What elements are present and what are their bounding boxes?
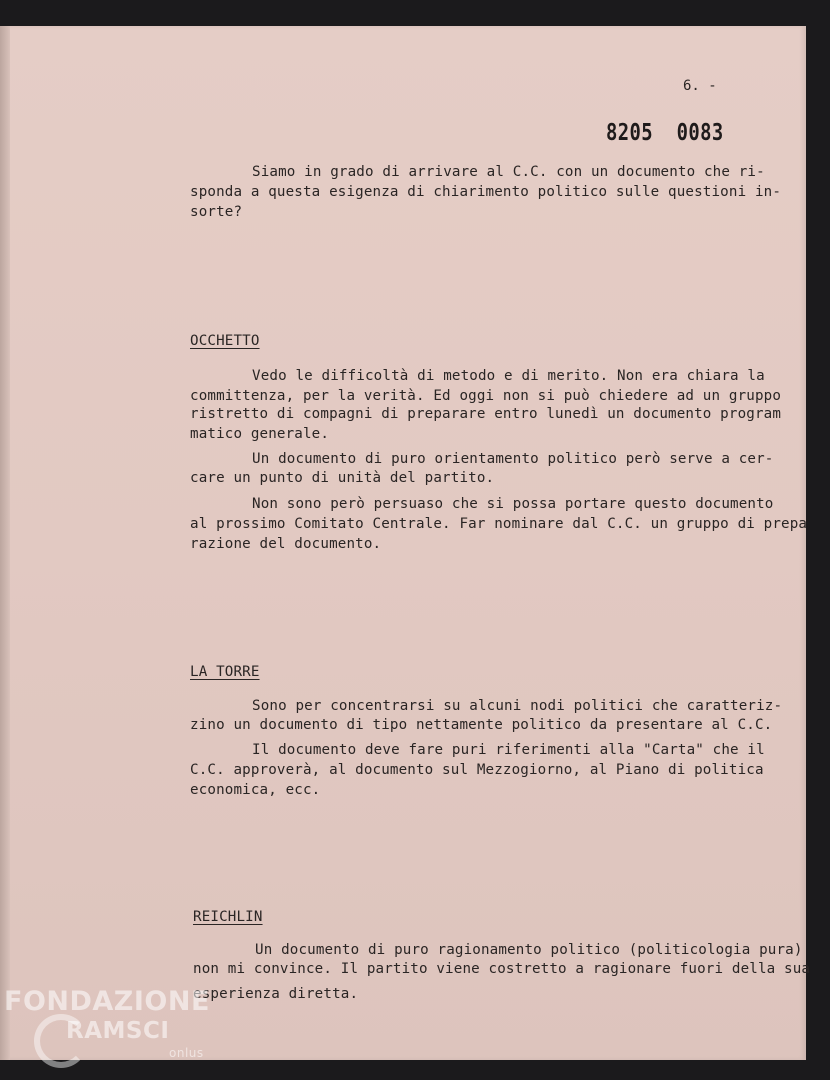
archive-stamp: 8205 0083 (606, 120, 724, 146)
occhetto-p1-line-2: committenza, per la verità. Ed oggi non si può chiedere ad un gruppo (190, 388, 782, 404)
speaker-la-torre: LA TORRE (190, 664, 260, 680)
occhetto-p2-line-2: care un punto di unità del partito. (190, 470, 495, 486)
logo-line-3: onlus (169, 1046, 204, 1060)
speaker-occhetto: OCCHETTO (190, 333, 260, 349)
speaker-reichlin: REICHLIN (193, 909, 263, 925)
reichlin-p1-line-1: Un documento di puro ragionamento politico (politicologia pura) (255, 942, 803, 958)
intro-line-1: Siamo in grado di arrivare al C.C. con un documento che ri- (252, 164, 765, 180)
occhetto-p2-line-1: Un documento di puro orientamento politico però serve a cer- (252, 451, 774, 467)
latorre-p1-line-2: zino un documento di tipo nettamente politico da presentare al C.C. (190, 717, 773, 733)
intro-line-2: sponda a questa esigenza di chiarimento politico sulle questioni in- (190, 184, 782, 200)
latorre-p2-line-2: C.C. approverà, al documento sul Mezzogiorno, al Piano di politica (190, 762, 764, 778)
occhetto-p1-line-1: Vedo le difficoltà di metodo e di merito. Non era chiara la (252, 368, 765, 384)
latorre-p2-line-3: economica, ecc. (190, 782, 321, 798)
occhetto-p1-line-3: ristretto di compagni di preparare entro lunedì un documento program (190, 406, 782, 422)
page-number: 6. - (683, 78, 717, 94)
occhetto-p3-line-3: razione del documento. (190, 536, 382, 552)
occhetto-p3-line-1: Non sono però persuaso che si possa portare questo documento (252, 496, 774, 512)
occhetto-p3-line-2: al prossimo Comitato Centrale. Far nominare dal C.C. un gruppo di prepa (190, 516, 808, 532)
latorre-p2-line-1: Il documento deve fare puri riferimenti alla "Carta" che il (252, 742, 765, 758)
page-binding-edge (0, 26, 10, 1060)
intro-line-3: sorte? (190, 204, 243, 220)
reichlin-p1-line-2: non mi convince. Il partito viene costretto a ragionare fuori della sua (193, 961, 811, 977)
reichlin-p1-line-3: esperienza diretta. (193, 986, 359, 1002)
occhetto-p1-line-4: matico generale. (190, 426, 330, 442)
latorre-p1-line-1: Sono per concentrarsi su alcuni nodi politici che caratteriz- (252, 698, 783, 714)
logo-line-1: FONDAZIONE (4, 986, 210, 1017)
logo-line-2: RAMSCI (66, 1018, 170, 1044)
